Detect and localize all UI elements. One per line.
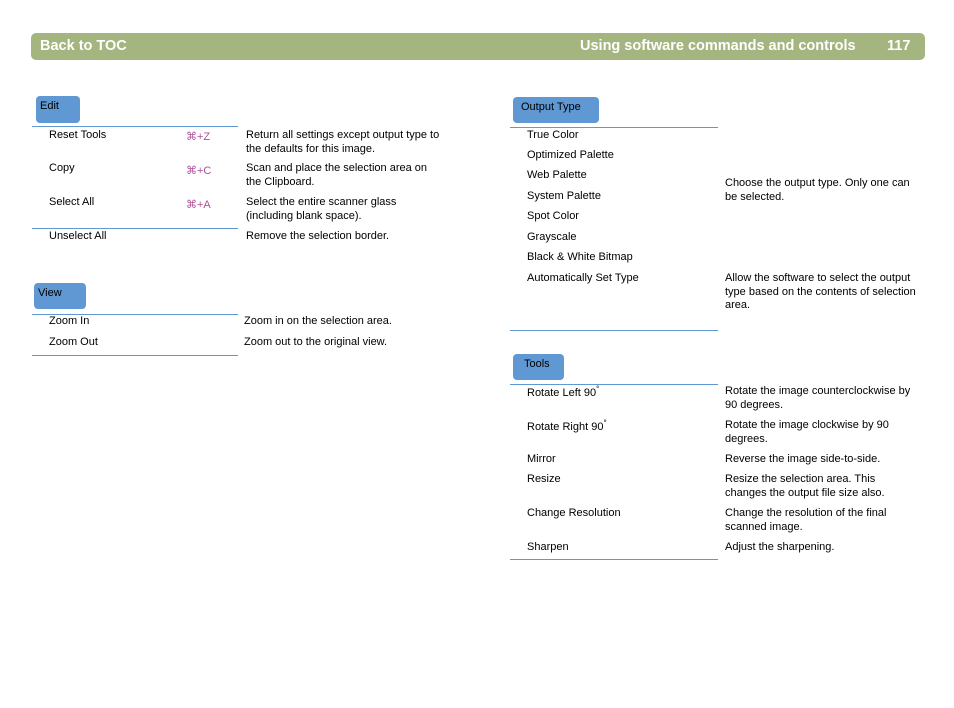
output-type-group-description: Choose the output type. Only one can be selected. <box>725 177 910 203</box>
output-item-spot-color: Spot Color <box>527 210 579 222</box>
view-desc-zoom-in: Zoom in on the selection area. <box>244 315 392 327</box>
edit-mid-rule <box>32 228 238 229</box>
tools-top-rule <box>510 384 718 385</box>
output-item-automatically-set-type: Automatically Set Type <box>527 272 639 284</box>
edit-desc-copy: Scan and place the selection area on the Clipboard. <box>246 162 428 188</box>
degree-symbol: ° <box>603 418 607 428</box>
page-number: 117 <box>887 38 911 54</box>
edit-top-rule <box>32 126 238 127</box>
tools-desc-rotate-right: Rotate the image clockwise by 90 degrees. <box>725 419 889 445</box>
shortcut-copy: ⌘+C <box>186 165 212 177</box>
output-item-black-white-bitmap: Black & White Bitmap <box>527 251 633 263</box>
edit-desc-reset-tools: Return all settings except output type to the defaults for this image. <box>246 129 440 155</box>
header-bar <box>31 33 925 60</box>
shortcut-reset-tools: ⌘+Z <box>186 131 211 143</box>
tools-command-resize: Resize <box>527 473 561 485</box>
tools-desc-resize: Resize the selection area. This changes the output file size also. <box>725 473 885 499</box>
output-item-optimized-palette: Optimized Palette <box>527 149 614 161</box>
tools-desc-mirror: Reverse the image side-to-side. <box>725 453 881 465</box>
tab-view: View <box>34 283 86 309</box>
tools-bottom-rule <box>510 559 718 560</box>
view-desc-zoom-out: Zoom out to the original view. <box>244 336 388 348</box>
edit-command-reset-tools: Reset Tools <box>49 129 107 141</box>
shortcut-select-all: ⌘+A <box>186 199 211 211</box>
tools-command-mirror: Mirror <box>527 453 556 465</box>
tools-command-sharpen: Sharpen <box>527 541 569 553</box>
edit-command-select-all: Select All <box>49 196 95 208</box>
degree-symbol: ° <box>596 384 600 394</box>
tab-tools: Tools <box>513 354 564 380</box>
tools-command-rotate-right <box>527 418 607 435</box>
tab-output-type: Output Type <box>513 97 599 123</box>
tools-command-change-resolution: Change Resolution <box>527 507 621 519</box>
edit-command-unselect-all: Unselect All <box>49 230 107 242</box>
view-command-zoom-in: Zoom In <box>49 315 90 327</box>
back-to-toc-link[interactable]: Back to TOC <box>40 38 127 54</box>
output-item-grayscale: Grayscale <box>527 231 577 243</box>
output-item-web-palette: Web Palette <box>527 169 587 181</box>
section-title: Using software commands and controls <box>580 38 856 54</box>
tools-desc-rotate-left: Rotate the image counterclockwise by 90 degrees. <box>725 385 911 411</box>
view-bottom-rule <box>32 355 238 356</box>
rotate-right-label: Rotate Right 90 <box>527 421 604 433</box>
output-item-true-color: True Color <box>527 129 579 141</box>
tab-edit: Edit <box>36 96 80 123</box>
rotate-left-label: Rotate Left 90 <box>527 387 597 399</box>
output-type-auto-description: Allow the software to select the output type based on the contents of selection area. <box>725 272 916 311</box>
output-item-system-palette: System Palette <box>527 190 601 202</box>
view-command-zoom-out: Zoom Out <box>49 336 98 348</box>
edit-command-copy: Copy <box>49 162 75 174</box>
output-type-top-rule <box>510 127 718 128</box>
tools-command-rotate-left <box>527 384 600 401</box>
tools-desc-change-resolution: Change the resolution of the final scanned image. <box>725 507 887 533</box>
edit-desc-select-all: Select the entire scanner glass (including blank space). <box>246 196 397 222</box>
edit-desc-unselect-all: Remove the selection border. <box>246 230 390 242</box>
tools-desc-sharpen: Adjust the sharpening. <box>725 541 835 553</box>
output-type-bottom-rule <box>510 330 718 331</box>
